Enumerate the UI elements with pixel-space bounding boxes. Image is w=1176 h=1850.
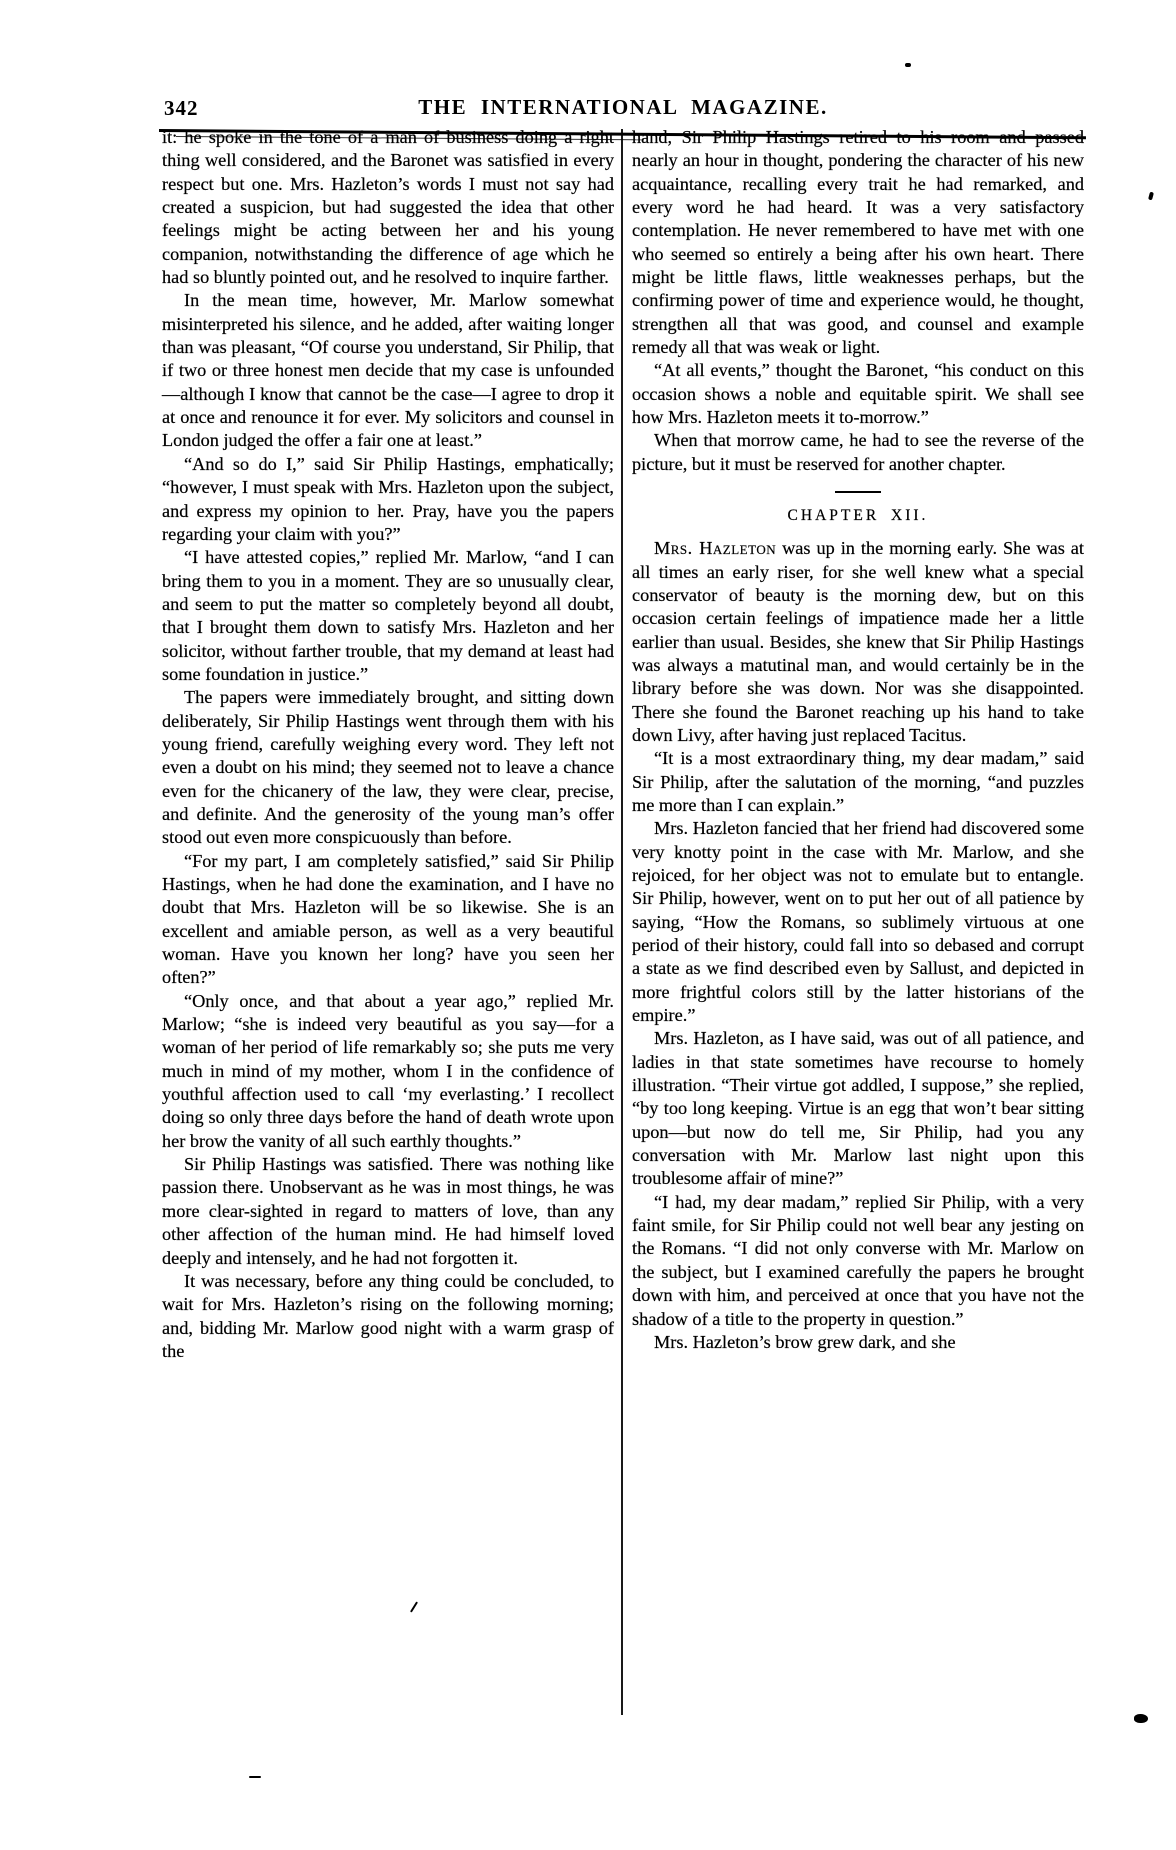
chapter-section-break — [632, 491, 1084, 526]
paragraph: In the mean time, however, Mr. Marlow somewhat misinterpreted his silence, and he added, after waiting longer than was pleasant, “Of course you understand, Sir Philip, that if two or three honest men decide that my case is unfounded—although I know that cannot be the case—I agree to drop it at once and renounce it for ever. My solicitors and counsel in London judged the offer a fair one at least.” — [162, 290, 614, 451]
paragraph: Mrs. Hazleton was up in the morning early. She was at all times an early riser, for she well knew what a special conservator of beauty is the morning dew, but on this occasion certain feelings of impatience made her a little earlier than usual. Besides, she knew that Sir Philip Hastings was always a matutinal man, and would certainly be in the library before she was down. Nor was she disappointed. There she found the Baronet reaching up his hand to take down Livy, after having just replaced Tacitus. — [632, 538, 1084, 745]
left-column-text — [162, 126, 614, 1363]
chapter-heading: CHAPTER XII. — [787, 507, 929, 525]
paragraph: It was necessary, before any thing could be concluded, to wait for Mrs. Hazleton’s rising on the following morning; and, bidding Mr. Marlow good night with a warm grasp of the — [162, 1270, 614, 1361]
paragraph: “And so do I,” said Sir Philip Hastings, emphatically; “however, I must speak with Mrs. Hazleton upon the subject, and express my opinion to her. Pray, have you the papers regarding your claim with you?” — [162, 453, 614, 544]
ink-speck — [1148, 192, 1154, 201]
column-divider-rule — [621, 129, 623, 1715]
ink-speck — [905, 63, 911, 67]
paragraph: it: he spoke in the tone of a man of business doing a right thing well considered, and the Baronet was satisfied in every respect but one. Mrs. Hazleton’s words I must not say had created a suspicion, but had suggested the idea that other feelings might be acting between her and his young companion, notwithstanding the difference of age which he had so bluntly pointed out, and he resolved to inquire farther. — [162, 127, 614, 288]
right-column-bottom-text — [632, 537, 1084, 1354]
paragraph: When that morrow came, he had to see the reverse of the picture, but it must be reserved for another chapter. — [632, 430, 1084, 474]
ink-blot — [1134, 1714, 1148, 1723]
magazine-title: THE INTERNATIONAL MAGAZINE. — [418, 95, 828, 119]
paragraph: The papers were immediately brought, and sitting down deliberately, Sir Philip Hastings went through them with his young friend, carefully weighing every word. They left not even a doubt on his mind; they seemed not to leave a chance even for the chicanery of the law, they were clear, precise, and definite. And the generosity of the young man’s offer stood out even more conspicuously than before. — [162, 687, 614, 848]
chapter-break-rule — [835, 491, 881, 493]
ink-speck — [249, 1776, 261, 1778]
paragraph: Mrs. Hazleton, as I have said, was out of all patience, and ladies in that state sometimes have recourse to homely illustration. “Their virtue got addled, I suppose,” she replied, “by too long keeping. Virtue is an egg that won’t bear sitting upon—but now do tell me, Sir Philip, had you any conversation with Mr. Marlow last night upon this troublesome affair of mine?” — [632, 1028, 1084, 1189]
right-column — [632, 126, 1084, 1354]
paragraph: “For my part, I am completely satisfied,” said Sir Philip Hastings, when he had done the examination, and I have no doubt that Mrs. Hazleton will be so likewise. She is an excellent and amiable person, as well as a very beautiful woman. Have you known her long? have you seen her often?” — [162, 850, 614, 988]
paragraph: Mrs. Hazleton’s brow grew dark, and she — [654, 1331, 956, 1352]
paragraph: “It is a most extraordinary thing, my dear madam,” said Sir Philip, after the salutation of the morning, “and puzzles me more than I can explain.” — [632, 748, 1084, 815]
ink-speck — [410, 1601, 418, 1612]
paragraph: “I have attested copies,” replied Mr. Marlow, “and I can bring them to you in a moment. They are so unusually clear, and seem to put the matter so completely beyond all doubt, that I brought them down to satisfy Mrs. Hazleton and her solicitor, without farther trouble, that my demand at least had some foundation in justice.” — [162, 547, 614, 684]
paragraph: hand, Sir Philip Hastings retired to his room and passed nearly an hour in thought, pondering the character of his new acquaintance, recalling every trait he had remarked, and every word he had heard. It was a very satisfactory contemplation. He never remembered to have met with one who seemed so entirely a being after his own heart. There might be little flaws, little weaknesses perhaps, but the confirming power of time and experience would, he thought, strengthen all that was good, and counsel and example remedy all that was weak or light. — [632, 127, 1084, 358]
page-number: 342 — [164, 96, 199, 120]
right-column-top-text — [632, 126, 1084, 476]
small-caps-lead: Mrs. Hazleton — [654, 538, 777, 559]
paragraph: Mrs. Hazleton fancied that her friend had discovered some very knotty point in the case with Mr. Marlow, and she rejoiced, for her object was not to emulate but to entangle. Sir Philip, however, went on to put her out of all patience by saying, “How the Romans, so sublimely virtuous at one period of their history, could fall into so debased and corrupt a state as we find described even by Sallust, and depicted in more frightful colors still by the latter historians of the empire.” — [632, 818, 1084, 1026]
paragraph: “At all events,” thought the Baronet, “his conduct on this occasion shows a noble and equitable spirit. We shall see how Mrs. Hazleton meets it to-morrow.” — [632, 360, 1084, 428]
paragraph: “I had, my dear madam,” replied Sir Philip, with a very faint smile, for Sir Philip could not well bear any jesting on the Romans. “I did not only converse with Mr. Marlow on the subject, but I examined carefully the papers he brought down with him, and perceived at once that you have not the shadow of a title to the property in question.” — [632, 1191, 1084, 1329]
paragraph: Sir Philip Hastings was satisfied. There was nothing like passion there. Unobservant as he was in most things, he was more clear-sighted in regard to matters of love, than any other affection of the human mind. He had himself loved deeply and intensely, and he had not forgotten it. — [162, 1154, 614, 1268]
paragraph: “Only once, and that about a year ago,” replied Mr. Marlow; “she is indeed very beautiful as you say—for a woman of her period of life remarkably so; she puts me very much in mind of my mother, whom I in the confidence of youthful affection used to call ‘my everlasting.’ I recollect doing so only three days before the hand of death wrote upon her brow the vanity of all such earthly thoughts.” — [162, 990, 614, 1151]
